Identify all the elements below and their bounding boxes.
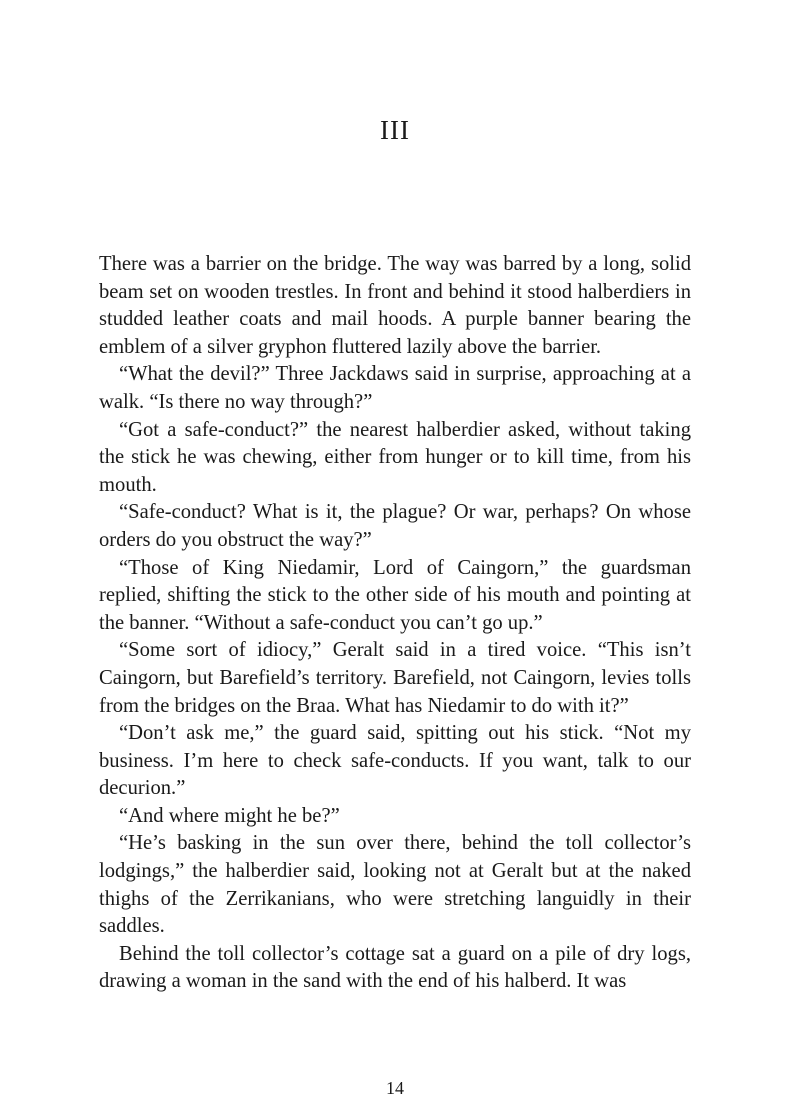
paragraph: There was a barrier on the bridge. The way was barred by a long, solid beam set on wooden trestles. In front and behind it stood halberdiers in studded leather coats and mail hoods. A purple banner bearing the emblem of a silver gryphon fluttered lazily above the barrier. (99, 253, 691, 358)
paragraph: “Some sort of idiocy,” Geralt said in a tired voice. “This isn’t Caingorn, but Barefield’s territory. Barefield, not Caingorn, levies tolls from the bridges on the Braa. What has Niedamir to do with it?” (99, 639, 691, 717)
body-text (99, 251, 691, 996)
paragraph: “Safe-conduct? What is it, the plague? Or war, perhaps? On whose orders do you obstruct the way?” (99, 501, 691, 551)
paragraph: “Don’t ask me,” the guard said, spitting out his stick. “Not my business. I’m here to check safe-conducts. If you want, talk to our decurion.” (99, 722, 691, 800)
paragraph: Behind the toll collector’s cottage sat a guard on a pile of dry logs, drawing a woman in the sand with the end of his halberd. It was (99, 942, 691, 993)
paragraph: “And where might he be?” (119, 804, 340, 827)
paragraph: “Got a safe-conduct?” the nearest halberdier asked, without taking the stick he was chewing, either from hunger or to kill time, from his mouth. (99, 418, 691, 496)
chapter-heading: III (380, 115, 410, 145)
paragraph: “What the devil?” Three Jackdaws said in surprise, approaching at a walk. “Is there no way through?” (99, 363, 691, 413)
page-number: 14 (386, 1078, 404, 1098)
paragraph: “Those of King Niedamir, Lord of Caingorn,” the guardsman replied, shifting the stick to the other side of his mouth and pointing at the banner. “Without a safe-conduct you can’t go up.” (99, 556, 691, 634)
paragraph: “He’s basking in the sun over there, behind the toll collector’s lodgings,” the halberdier said, looking not at Geralt but at the naked thighs of the Zerrikanians, who were stretching languidly in their saddles. (99, 832, 691, 938)
previous-page-edge (318, 0, 482, 2)
